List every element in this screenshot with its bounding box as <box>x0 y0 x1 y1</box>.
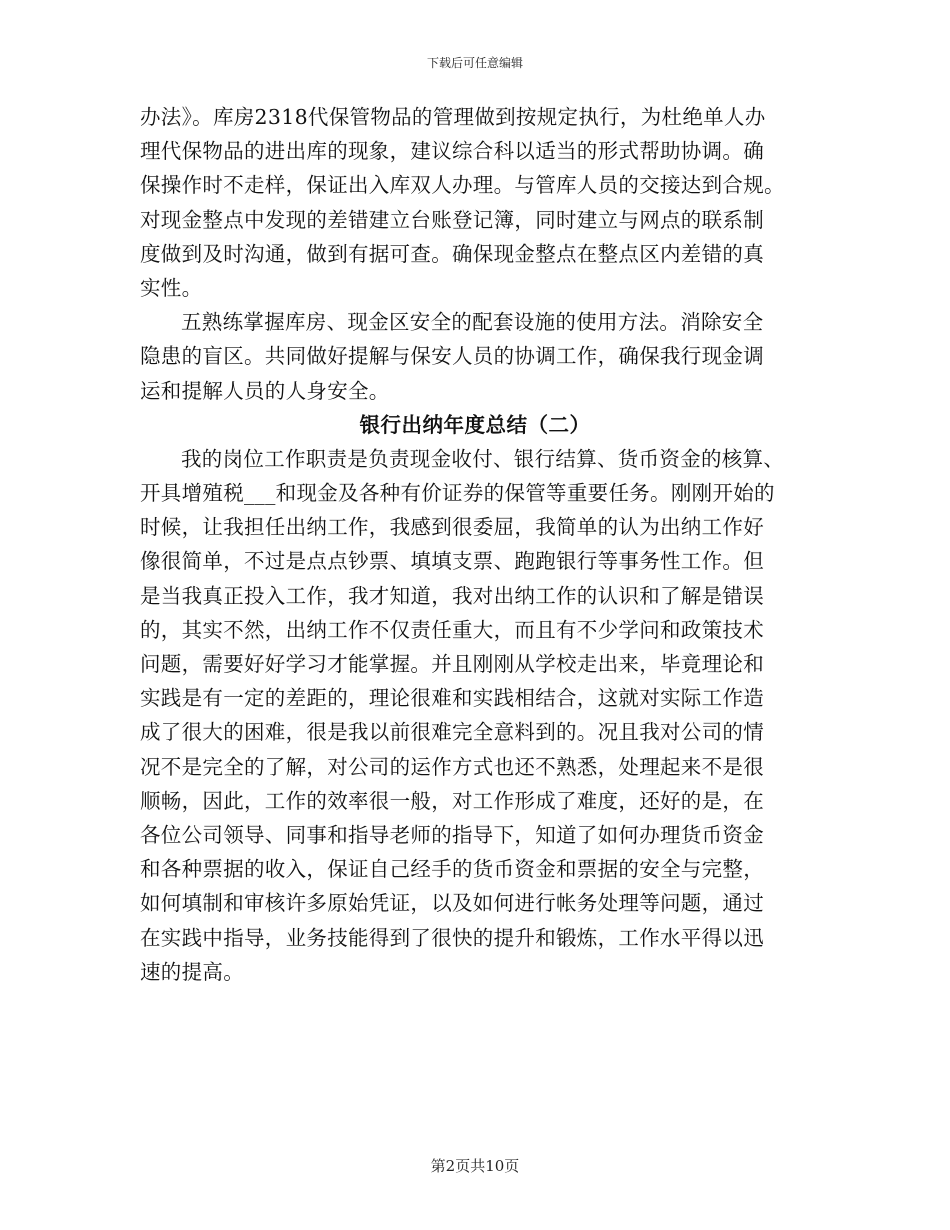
text-line: 问题，需要好好学习才能掌握。并且刚刚从学校走出来，毕竟理论和 <box>140 652 764 676</box>
text-line: 保操作时不走样，保证出入库双人办理。与管库人员的交接达到合规。 <box>140 173 785 198</box>
paragraph <box>140 442 810 989</box>
text-line: 像很简单，不过是点点钞票、填填支票、跑跑银行等事务性工作。但 <box>140 549 764 574</box>
text-line: 实践是有一定的差距的，理论很难和实践相结合，这就对实际工作造 <box>140 686 764 711</box>
text-line: 对现金整点中发现的差错建立台账登记簿，同时建立与网点的联系制 <box>140 207 764 232</box>
section-title: 银行出纳年度总结（二） <box>359 412 591 437</box>
paragraph <box>140 100 810 305</box>
text-line: 隐患的盲区。共同做好提解与保安人员的协调工作，确保我行现金调 <box>140 344 764 369</box>
text-line: 顺畅，因此，工作的效率很一般，对工作形成了难度，还好的是，在 <box>140 788 764 813</box>
text-line: 运和提解人员的人身安全。 <box>140 378 390 403</box>
text-line: 办法》。库房2318代保管物品的管理做到按规定执行，为杜绝单人办 <box>140 105 766 129</box>
text-line: 成了很大的困难，很是我以前很难完全意料到的。况且我对公司的情 <box>140 720 764 745</box>
text-line: 如何填制和审核许多原始凭证，以及如何进行帐务处理等问题，通过 <box>140 891 764 916</box>
text-line: 是当我真正投入工作，我才知道，我对出纳工作的认识和了解是错误 <box>140 583 764 608</box>
text-line: 在实践中指导，业务技能得到了很快的提升和锻炼，工作水平得以迅 <box>140 925 764 950</box>
text-line: 实性。 <box>140 275 203 300</box>
text-line: 况不是完全的了解，对公司的运作方式也还不熟悉，处理起来不是很 <box>140 754 764 779</box>
text-line: 度做到及时沟通，做到有据可查。确保现金整点在整点区内差错的真 <box>140 241 764 266</box>
text-line: 五熟练掌握库房、现金区安全的配套设施的使用方法。消除安全 <box>181 310 764 335</box>
paragraph <box>140 305 810 408</box>
page-footer: 第2页共10页 <box>430 1157 520 1175</box>
document-body <box>140 100 810 989</box>
text-line: 时候，让我担任出纳工作，我感到很委屈，我简单的认为出纳工作好 <box>140 515 764 540</box>
page-header: 下载后可任意编辑 <box>426 56 523 70</box>
text-line: 的，其实不然，出纳工作不仅责任重大，而且有不少学问和政策技术 <box>140 617 764 642</box>
text-line: 速的提高。 <box>140 959 244 984</box>
text-line: 我的岗位工作职责是负责现金收付、银行结算、货币资金的核算、 <box>181 446 785 471</box>
text-line: 各位公司领导、同事和指导老师的指导下，知道了如何办理货币资金 <box>140 822 764 847</box>
text-line: 和各种票据的收入，保证自己经手的货币资金和票据的安全与完整， <box>140 857 764 882</box>
text-line: 理代保物品的进出库的现象，建议综合科以适当的形式帮助协调。确 <box>140 139 764 164</box>
text-line: 开具增殖税___和现金及各种有价证券的保管等重要任务。刚刚开始的 <box>140 481 775 506</box>
